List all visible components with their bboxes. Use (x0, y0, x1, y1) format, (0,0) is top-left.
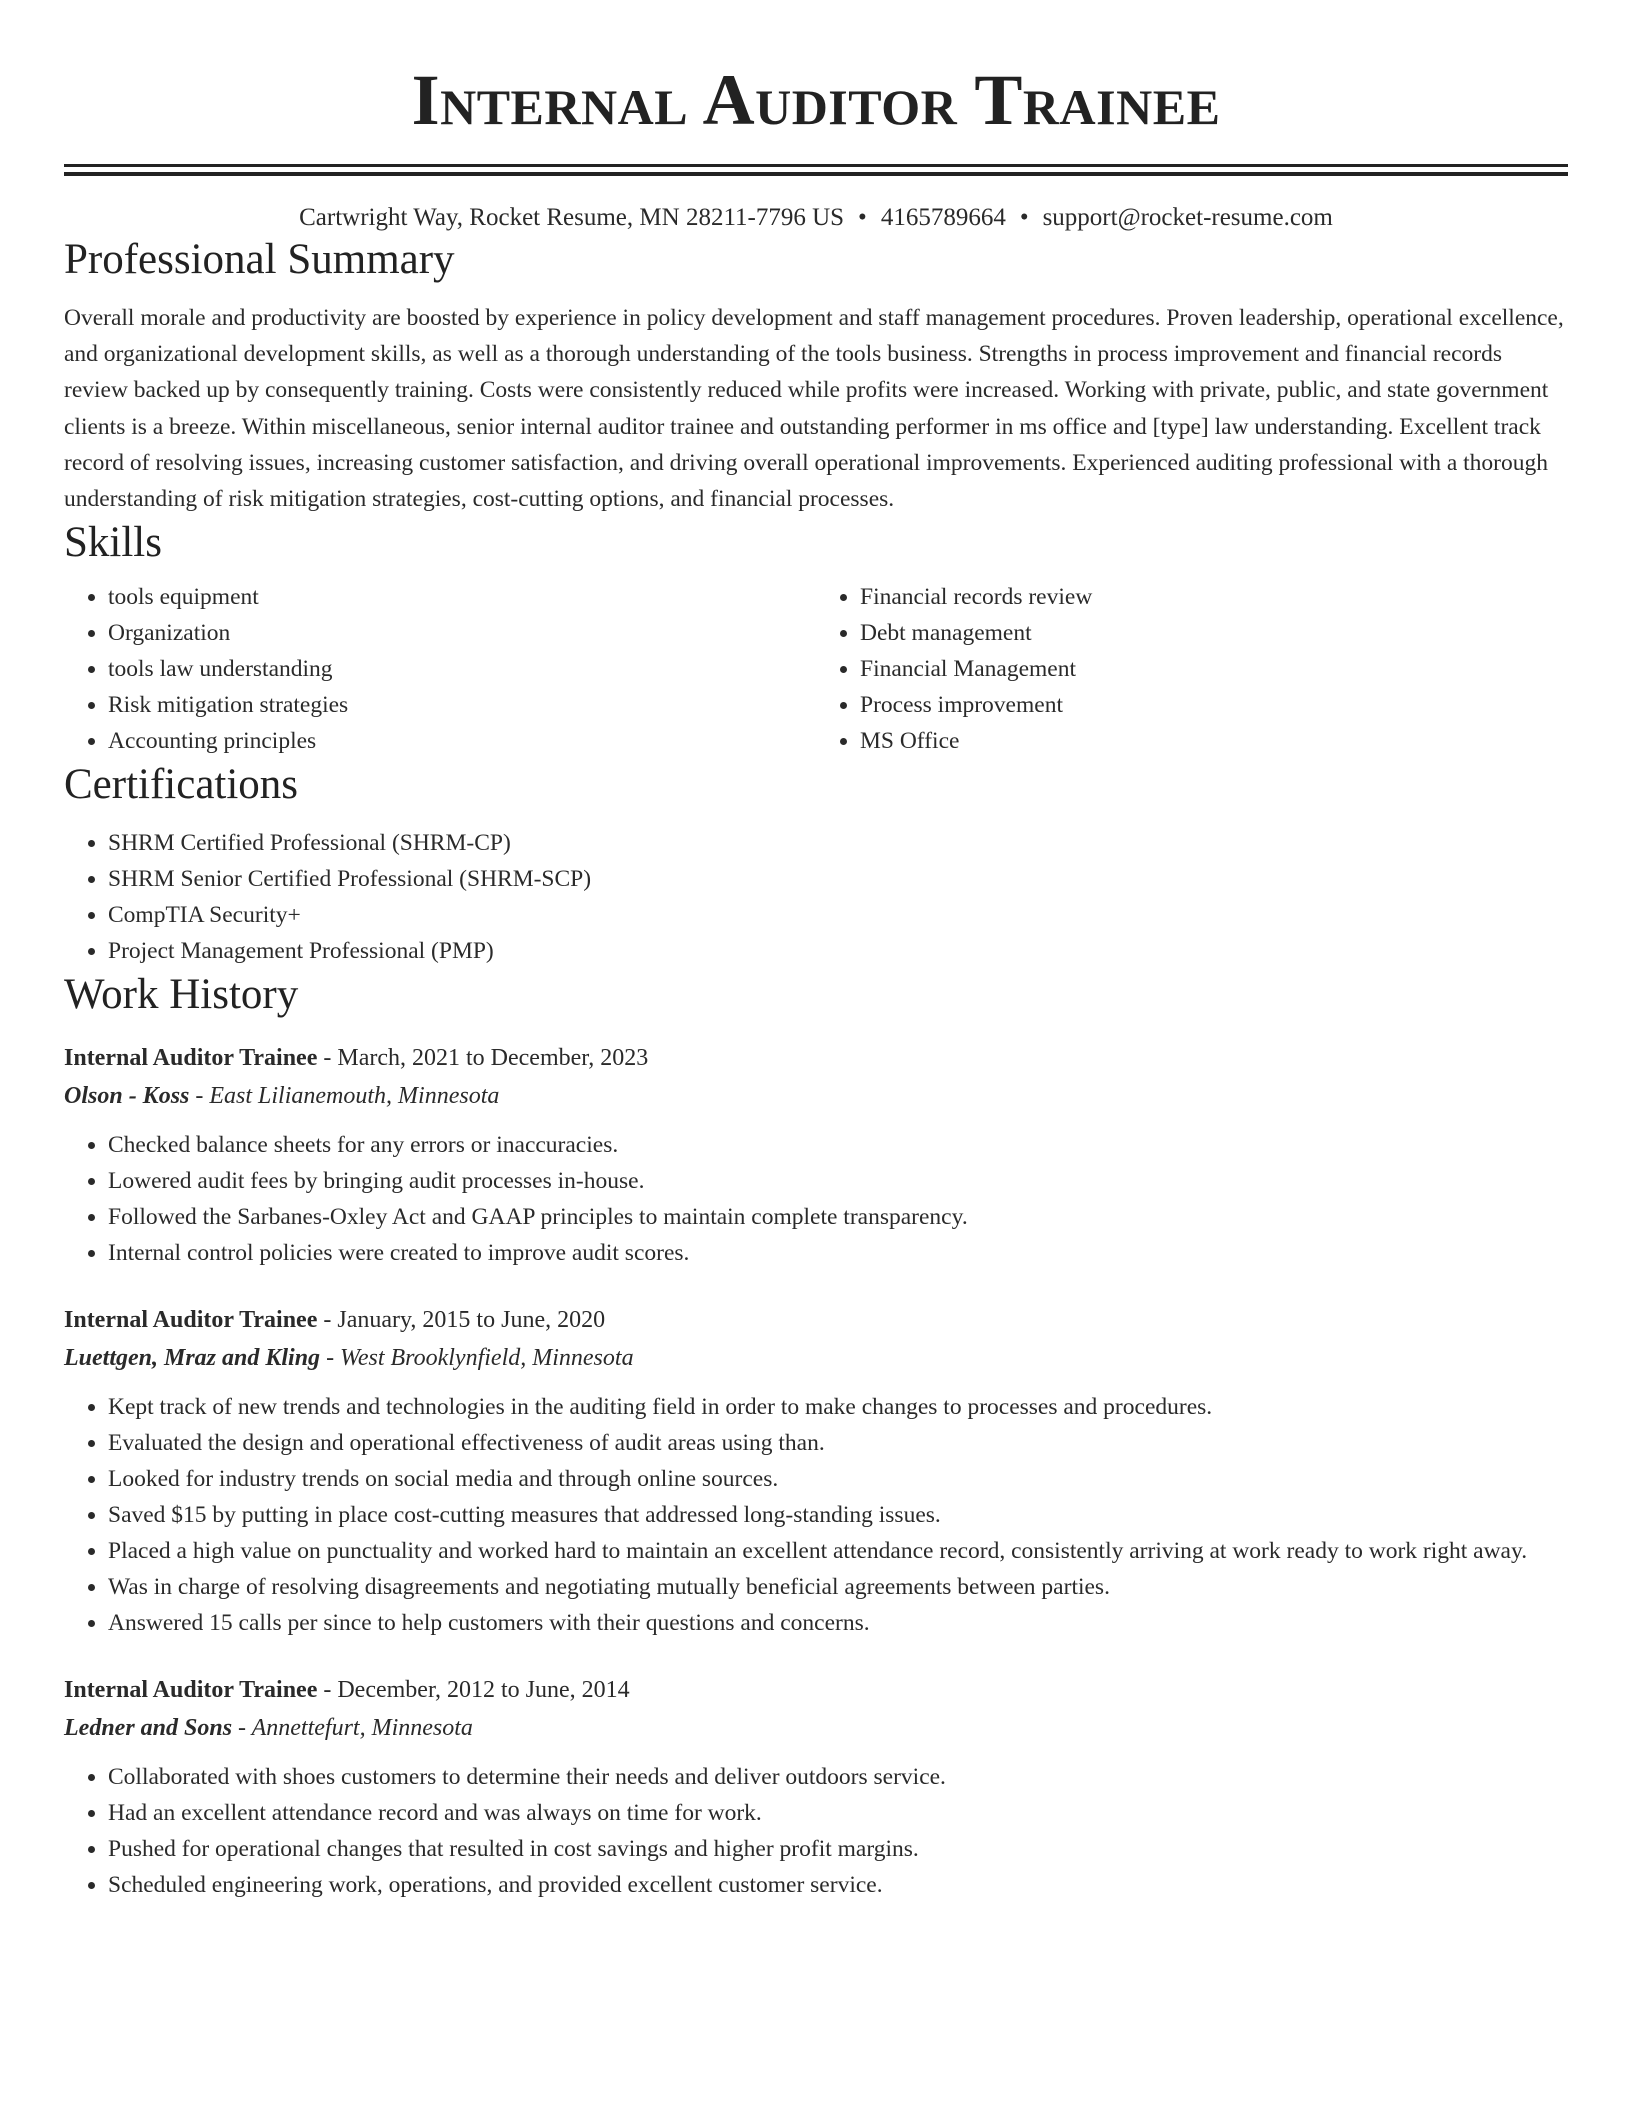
job-location: - East Lilianemouth, Minnesota (189, 1083, 500, 1110)
certifications-list (64, 825, 1568, 969)
summary-heading: Professional Summary (64, 236, 455, 283)
job-duties-list (64, 1759, 1568, 1903)
skill-item: • Process improvement (860, 687, 1568, 723)
job-company: Olson - Koss (64, 1083, 190, 1110)
job-company: Ledner and Sons (64, 1715, 233, 1742)
job-duty: • Looked for industry trends on social media and through online sources. (108, 1461, 1568, 1497)
job-title-line (64, 1039, 1568, 1077)
certification-item: • Project Management Professional (PMP) (108, 933, 1568, 969)
work-history-heading: Work History (64, 971, 299, 1019)
job-duty: • Evaluated the design and operational effectiveness of audit areas using than. (108, 1425, 1568, 1461)
job-duty: • Collaborated with shoes customers to determine their needs and deliver outdoors service. (108, 1759, 1568, 1795)
job-entry (64, 1301, 1568, 1641)
job-duty: • Lowered audit fees by bringing audit processes in-house. (108, 1163, 1568, 1199)
skills-heading: Skills (64, 519, 162, 567)
certifications-heading: Certifications (64, 761, 299, 809)
summary-text: Overall morale and productivity are boosted by experience in policy development and staff management procedures. Proven leadership, operational excellence, and organizational development skills, as well as a thorough understanding of the tools business. Strengths in process improvement and financial records review backed up by consequently training. Costs were consistently reduced while profits were increased. Working with private, public, and state government clients is a breeze. Within miscellaneous, senior internal auditor trainee and outstanding performer in ms office and [type] law understanding. Excellent track record of resolving issues, increasing customer satisfaction, and driving overall operational improvements. Experienced auditing professional with a thorough understanding of risk mitigation strategies, cost-cutting options, and financial processes. (64, 305, 1564, 513)
certification-item: • SHRM Senior Certified Professional (SHRM-SCP) (108, 861, 1568, 897)
contact-separator: • (858, 204, 867, 231)
contact-line (64, 202, 1568, 234)
skill-item: • tools law understanding (108, 651, 816, 687)
job-title: Internal Auditor Trainee (64, 1677, 318, 1704)
job-title-line (64, 1301, 1568, 1339)
contact-address: Cartwright Way, Rocket Resume, MN 28211-7796 US (299, 204, 845, 231)
job-duty: • Scheduled engineering work, operations, and provided excellent customer service. (108, 1867, 1568, 1903)
job-title: Internal Auditor Trainee (64, 1307, 318, 1334)
job-duty: • Pushed for operational changes that resulted in cost savings and higher profit margins. (108, 1831, 1568, 1867)
resume-title: Internal Auditor Trainee (411, 60, 1221, 140)
skill-item: • Organization (108, 615, 816, 651)
job-duties-list (64, 1389, 1568, 1641)
skill-item: • Debt management (860, 615, 1568, 651)
skill-item: • Accounting principles (108, 723, 816, 759)
job-duty: • Saved $15 by putting in place cost-cutting measures that addressed long-standing issues. (108, 1497, 1568, 1533)
contact-phone: 4165789664 (880, 204, 1006, 231)
skills-grid (64, 579, 1568, 759)
job-company-line (64, 1077, 1568, 1115)
job-dates: - December, 2012 to June, 2014 (317, 1677, 630, 1704)
job-duty: • Was in charge of resolving disagreements and negotiating mutually beneficial agreements between parties. (108, 1569, 1568, 1605)
job-duties-list (64, 1127, 1568, 1271)
job-title-line (64, 1671, 1568, 1709)
job-duty: • Placed a high value on punctuality and worked hard to maintain an excellent attendance record, consistently arriving at work ready to work right away. (108, 1533, 1568, 1569)
title-double-rule (64, 164, 1568, 176)
skill-item: • Financial records review (860, 579, 1568, 615)
job-location: - West Brooklynfield, Minnesota (320, 1345, 634, 1372)
contact-separator: • (1019, 204, 1029, 231)
skill-item: • Financial Management (860, 651, 1568, 687)
job-duty: • Kept track of new trends and technologies in the auditing field in order to make changes to processes and procedures. (108, 1389, 1568, 1425)
job-company-line (64, 1339, 1568, 1377)
resume-page (64, 0, 1568, 1903)
skills-list-right (816, 579, 1568, 759)
job-duty: • Internal control policies were created to improve audit scores. (108, 1235, 1568, 1271)
job-entry (64, 1671, 1568, 1903)
job-dates: - March, 2021 to December, 2023 (317, 1045, 649, 1072)
skills-list-left (64, 579, 816, 759)
job-duty: • Checked balance sheets for any errors or inaccuracies. (108, 1127, 1568, 1163)
certification-item: • CompTIA Security+ (108, 897, 1568, 933)
skill-item: • Risk mitigation strategies (108, 687, 816, 723)
certification-item: • SHRM Certified Professional (SHRM-CP) (108, 825, 1568, 861)
job-title: Internal Auditor Trainee (64, 1045, 318, 1072)
job-duty: • Followed the Sarbanes-Oxley Act and GAAP principles to maintain complete transparency. (108, 1199, 1568, 1235)
job-location: - Annettefurt, Minnesota (232, 1715, 473, 1742)
job-company-line (64, 1709, 1568, 1747)
job-dates: - January, 2015 to June, 2020 (317, 1307, 606, 1334)
job-entry (64, 1039, 1568, 1271)
job-duty: • Answered 15 calls per since to help customers with their questions and concerns. (108, 1605, 1568, 1641)
job-duty: • Had an excellent attendance record and was always on time for work. (108, 1795, 1568, 1831)
skill-item: • MS Office (860, 723, 1568, 759)
job-company: Luettgen, Mraz and Kling (64, 1345, 321, 1372)
contact-email: support@rocket-resume.com (1042, 204, 1333, 231)
skill-item: • tools equipment (108, 579, 816, 615)
